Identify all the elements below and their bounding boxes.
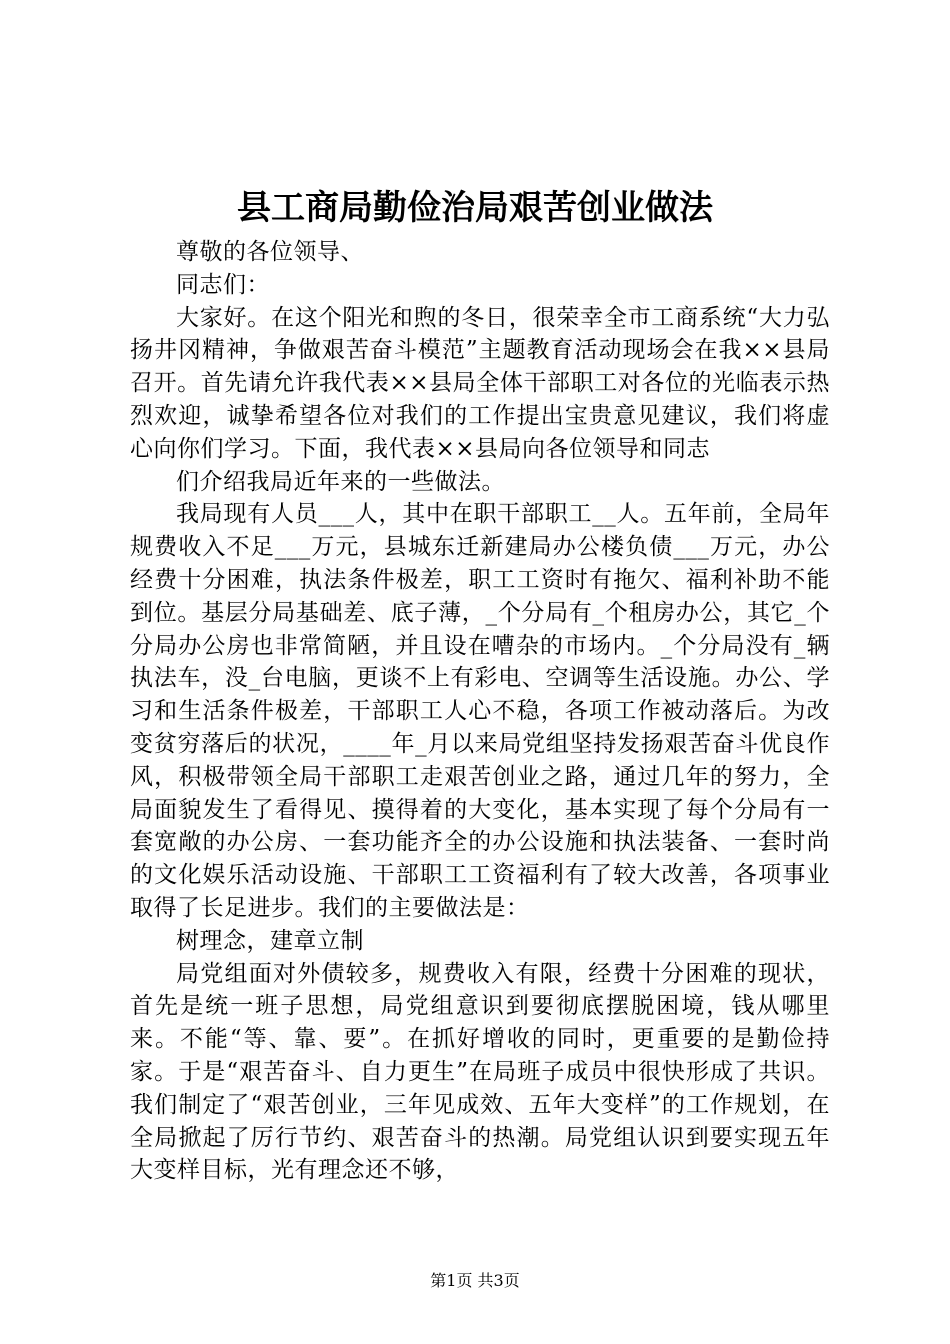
body-paragraph: 们介绍我局近年来的一些做法。: [176, 468, 505, 495]
document-title: 县工商局勤俭治局艰苦创业做法: [237, 188, 713, 228]
body-paragraph: 大家好。在这个阳光和煦的冬日，很荣幸全市工商系统“大力弘扬井冈精神，争做艰苦奋斗模范”主题教育活动现场会在我××县局召开。首先请允许我代表××县局全体干部职工对各位的光临表示热烈欢迎，诚挚希望各位对我们的工作提出宝贵意见建议，我们将虚心向你们学习。下面，我代表××县局向各位领导和同志: [130, 304, 830, 462]
page-number-footer: 第1页 共3页: [430, 1271, 520, 1290]
salutation-line: 尊敬的各位领导、: [176, 239, 364, 265]
document-body: [130, 236, 830, 1187]
section-heading: 树理念，建章立制: [176, 927, 364, 954]
body-paragraph: 我局现有人员___人，其中在职干部职工__人。五年前，全局年规费收入不足___万元，县城东迁新建局办公楼负债___万元，办公经费十分困难，执法条件极差，职工工资时有拖欠、福利补助不能到位。基层分局基础差、底子薄，_个分局有_个租房办公，其它_个分局办公房也非常简陋，并且设在嘈杂的市场内。_个分局没有_辆执法车，没_台电脑，更谈不上有彩电、空调等生活设施。办公、学习和生活条件极差，干部职工人心不稳，各项工作被动落后。为改变贫穷落后的状况，____年_月以来局党组坚持发扬艰苦奋斗优良作风，积极带领全局干部职工走艰苦创业之路，通过几年的努力，全局面貌发生了看得见、摸得着的大变化，基本实现了每个分局有一套宽敞的办公房、一套功能齐全的办公设施和执法装备、一套时尚的文化娱乐活动设施、干部职工工资福利有了较大改善，各项事业取得了长足进步。我们的主要做法是：: [130, 501, 831, 921]
salutation-line: 同志们：: [176, 271, 270, 298]
body-paragraph: 局党组面对外债较多，规费收入有限，经费十分困难的现状，首先是统一班子思想，局党组意识到要彻底摆脱困境，钱从哪里来。不能“等、靠、要”。在抓好增收的同时，更重要的是勤俭持家。于是“艰苦奋斗、自力更生”在局班子成员中很快形成了共识。我们制定了“艰苦创业，三年见成效、五年大变样”的工作规划，在全局掀起了厉行节约、艰苦奋斗的热潮。局党组认识到要实现五年大变样目标，光有理念还不够，: [130, 960, 830, 1184]
